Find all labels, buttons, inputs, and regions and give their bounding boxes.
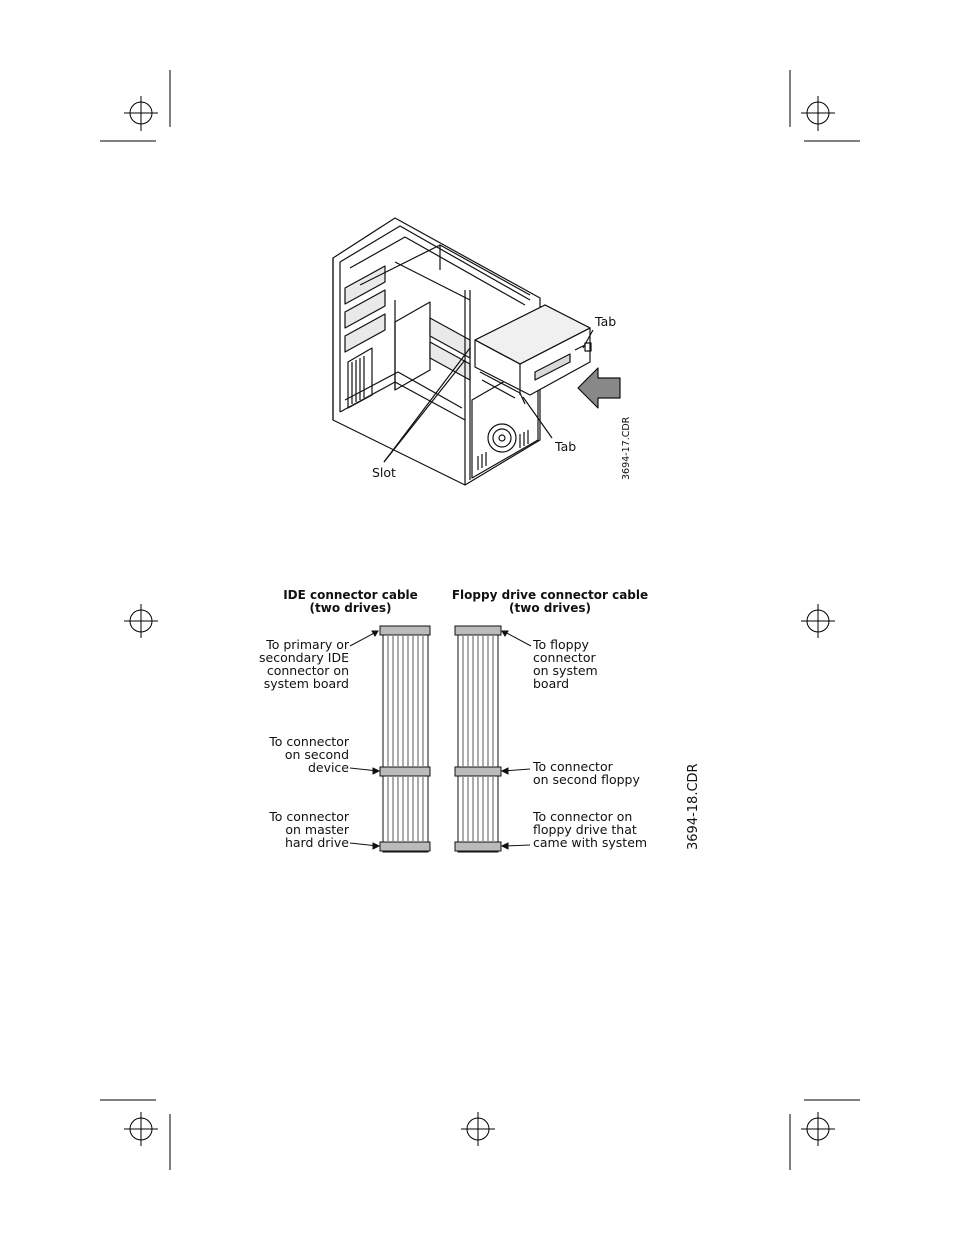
ide-title-line2: (two drives) [309,601,392,615]
ide-title-line1: IDE connector cable [283,588,418,602]
ide-label-master-line: on master [285,822,349,837]
floppy-label-drive-line: To connector on [533,809,633,824]
label-tab-bottom: Tab [555,439,577,454]
label-tab-top: Tab [595,314,617,329]
ide-label-primary-line: connector on [266,663,349,678]
label-slot: Slot [372,465,396,480]
ide-label-second-line: device [307,760,349,775]
floppy-label-second-line: on second floppy [533,772,640,787]
floppy-title-line2: (two drives) [509,601,591,615]
floppy-label-board-line: on system [533,663,598,678]
ide-label-second-line: on second [284,747,349,762]
ide-title [268,589,433,615]
ide-label-second-device [238,735,349,774]
floppy-label-system-board [533,638,663,690]
floppy-label-board-line: connector [533,650,596,665]
ide-label-master-line: hard drive [284,835,349,850]
floppy-label-second-line: To connector [533,759,613,774]
figure1-code: 3694-17.CDR [621,416,632,480]
floppy-title-line1: Floppy drive connector cable [451,588,649,602]
ide-label-master-line: To connector [269,809,349,824]
floppy-label-board-line: board [533,676,570,691]
floppy-title [450,589,650,615]
floppy-label-drive-line: floppy drive that [533,822,637,837]
ide-label-primary-line: system board [263,676,349,691]
ide-label-primary-line: To primary or [266,637,349,652]
ide-label-master [238,810,349,849]
floppy-label-board-line: To floppy [533,637,589,652]
floppy-label-drive-line: came with system [533,835,648,850]
ide-label-primary-line: secondary IDE [259,650,349,665]
floppy-label-system-drive [533,810,663,849]
ide-label-primary [238,638,349,690]
floppy-label-second [533,760,663,786]
figure2-code: 3694-18.CDR [686,763,701,850]
ide-label-second-line: To connector [269,734,349,749]
